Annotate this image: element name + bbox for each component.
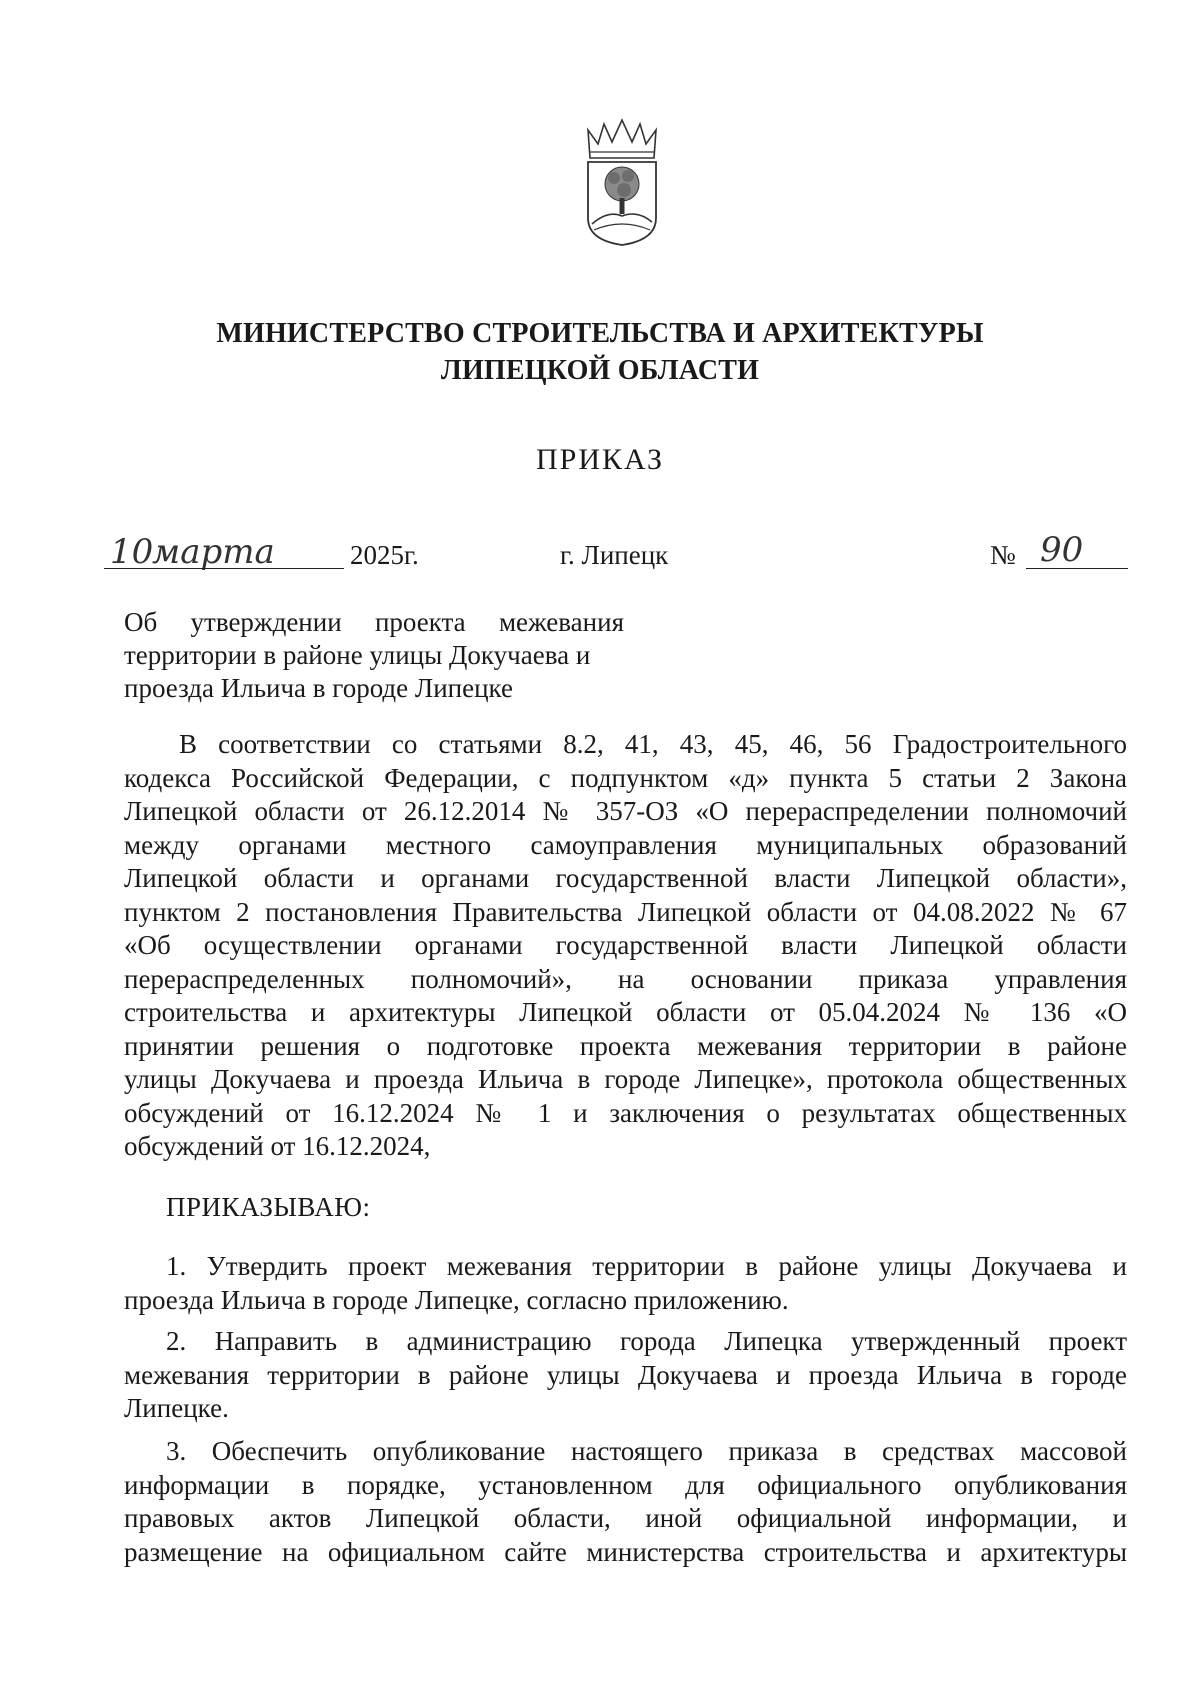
preamble-line: перераспределенных полномочий», на основании приказа управления — [124, 963, 1127, 994]
order-item-line: Липецке. — [124, 1393, 229, 1423]
order-item-line: межевания территории в районе улицы Докучаева и проезда Ильича в городе — [124, 1359, 1127, 1390]
order-item-line: информации в порядке, установленном для официального опубликования — [124, 1469, 1127, 1500]
city-label: г. Липецк — [560, 540, 669, 570]
order-item-line: правовых актов Липецкой области, иной официальной информации, и — [124, 1503, 1127, 1533]
subject-line: Об утверждении проекта межевания — [124, 607, 624, 637]
orders-label: ПРИКАЗЫВАЮ: — [166, 1192, 371, 1222]
preamble-line: пунктом 2 постановления Правительства Липецкой области от 04.08.2022 № 67 — [124, 896, 1127, 927]
preamble-line: кодекса Российской Федерации, с подпунктом «д» пункта 5 статьи 2 Закона — [124, 762, 1127, 793]
order-item-1 — [124, 1250, 1127, 1317]
subject-line: территории в районе улицы Докучаева и — [124, 640, 591, 670]
date-underline — [104, 568, 344, 569]
preamble-line: В соответствии со статьями 8.2, 41, 43, 45, 46, 56 Градостроительного — [179, 729, 1127, 759]
order-item-line: 3. Обеспечить опубликование настоящего приказа в средствах массовой — [166, 1436, 1127, 1466]
order-item-3 — [124, 1435, 1127, 1569]
preamble-line: обсуждений от 16.12.2024 № 1 и заключения о результатах общественных — [124, 1097, 1127, 1128]
order-item-line: проезда Ильича в городе Липецке, согласно приложению. — [124, 1284, 789, 1315]
order-item-line: 2. Направить в администрацию города Липецка утвержденный проект — [166, 1326, 1127, 1356]
preamble-line: улицы Докучаева и проезда Ильича в городе Липецке», протокола общественных — [124, 1064, 1127, 1094]
order-item-line: 1. Утвердить проект межевания территории в районе улицы Докучаева и — [166, 1251, 1127, 1281]
coat-of-arms-emblem — [584, 118, 660, 246]
preamble-line: между органами местного самоуправления муниципальных образований — [124, 829, 1127, 860]
preamble-line: Липецкой области и органами государственной власти Липецкой области», — [124, 863, 1127, 893]
handwritten-date-day: 10 — [110, 532, 154, 572]
ministry-name-line1: МИНИСТЕРСТВО СТРОИТЕЛЬСТВА И АРХИТЕКТУРЫ — [216, 318, 984, 349]
document-subject — [124, 606, 624, 705]
order-item-line: размещение на официальном сайте министерства строительства и архитектуры — [124, 1536, 1127, 1567]
number-sign: № — [990, 540, 1016, 570]
date-year: 2025г. — [350, 540, 419, 570]
preamble-line: принятии решения о подготовке проекта межевания территории в районе — [124, 1030, 1127, 1061]
preamble-line: Липецкой области от 26.12.2014 № 357-ОЗ «О перераспределении полномочий — [124, 796, 1127, 826]
handwritten-order-number: 90 — [1040, 530, 1084, 570]
preamble-paragraph — [124, 728, 1127, 1164]
ministry-name-line2: ЛИПЕЦКОЙ ОБЛАСТИ — [440, 355, 760, 386]
order-item-2 — [124, 1325, 1127, 1426]
preamble-line: строительства и архитектуры Липецкой области от 05.04.2024 № 136 «О — [124, 997, 1127, 1027]
preamble-line: обсуждений от 16.12.2024, — [124, 1131, 431, 1161]
subject-line: проезда Ильича в городе Липецке — [124, 673, 513, 703]
document-type-title: ПРИКАЗ — [536, 443, 664, 476]
handwritten-date-month: марта — [152, 532, 275, 572]
preamble-line: «Об осуществлении органами государственной власти Липецкой области — [124, 930, 1127, 960]
